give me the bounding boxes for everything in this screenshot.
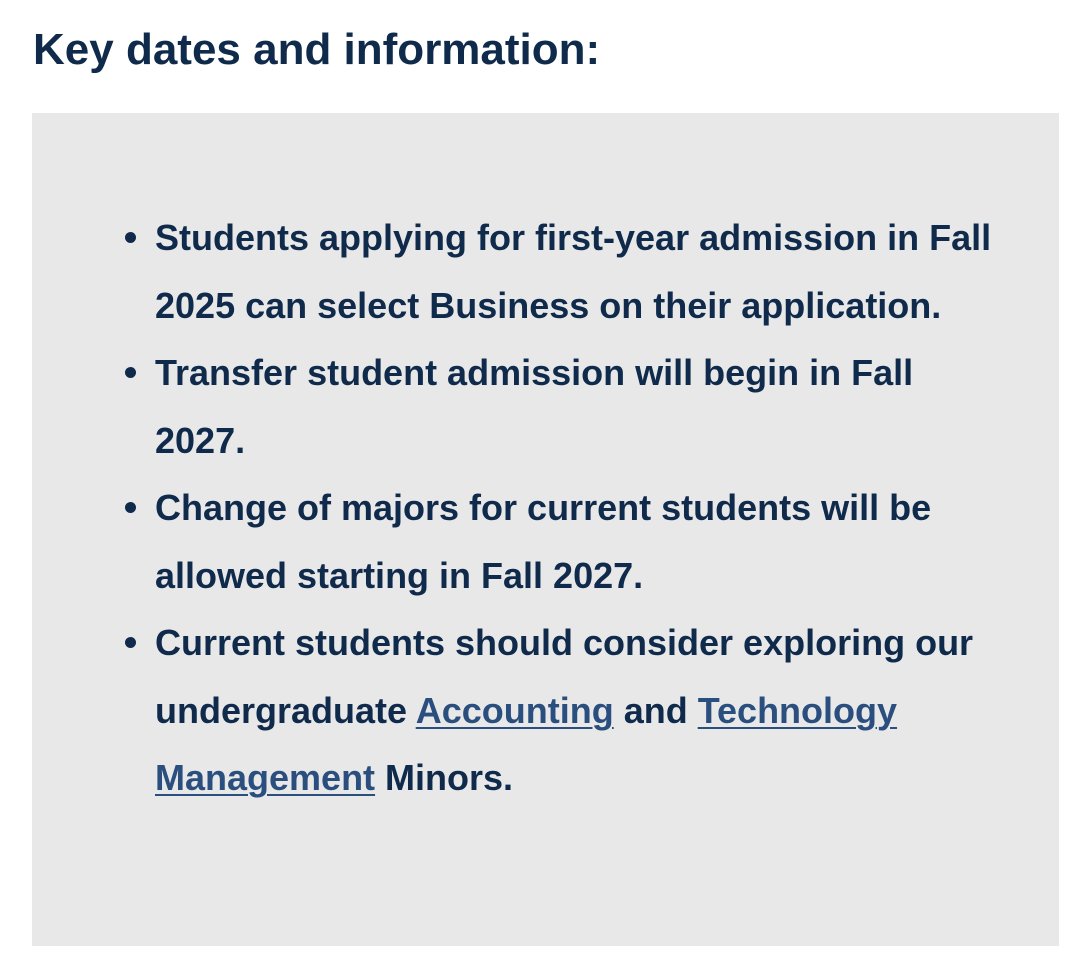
page-title: Key dates and information: [33, 25, 601, 74]
list-item-text-before: Current students should consider exploring our undergraduate [155, 622, 974, 731]
accounting-minor-link[interactable]: Accounting [415, 689, 614, 731]
technology-management-minor-link[interactable]: Technology Management [155, 689, 898, 798]
list-item-change-of-majors [155, 474, 995, 609]
list-item-text-middle: and [613, 689, 698, 731]
key-dates-panel [32, 113, 1059, 946]
list-item-text: Change of majors for current students will be allowed starting in Fall 2027. [155, 487, 932, 596]
list-item-first-year-admission [155, 204, 995, 339]
list-item-text: Students applying for first-year admission in Fall 2025 can select Business on their application. [155, 217, 992, 326]
list-item-minors [155, 609, 995, 812]
list-item-text-after: Minors. [375, 757, 514, 798]
list-item-text: Transfer student admission will begin in Fall 2027. [155, 352, 914, 461]
key-dates-list [155, 204, 995, 812]
list-item-transfer-admission [155, 339, 995, 474]
